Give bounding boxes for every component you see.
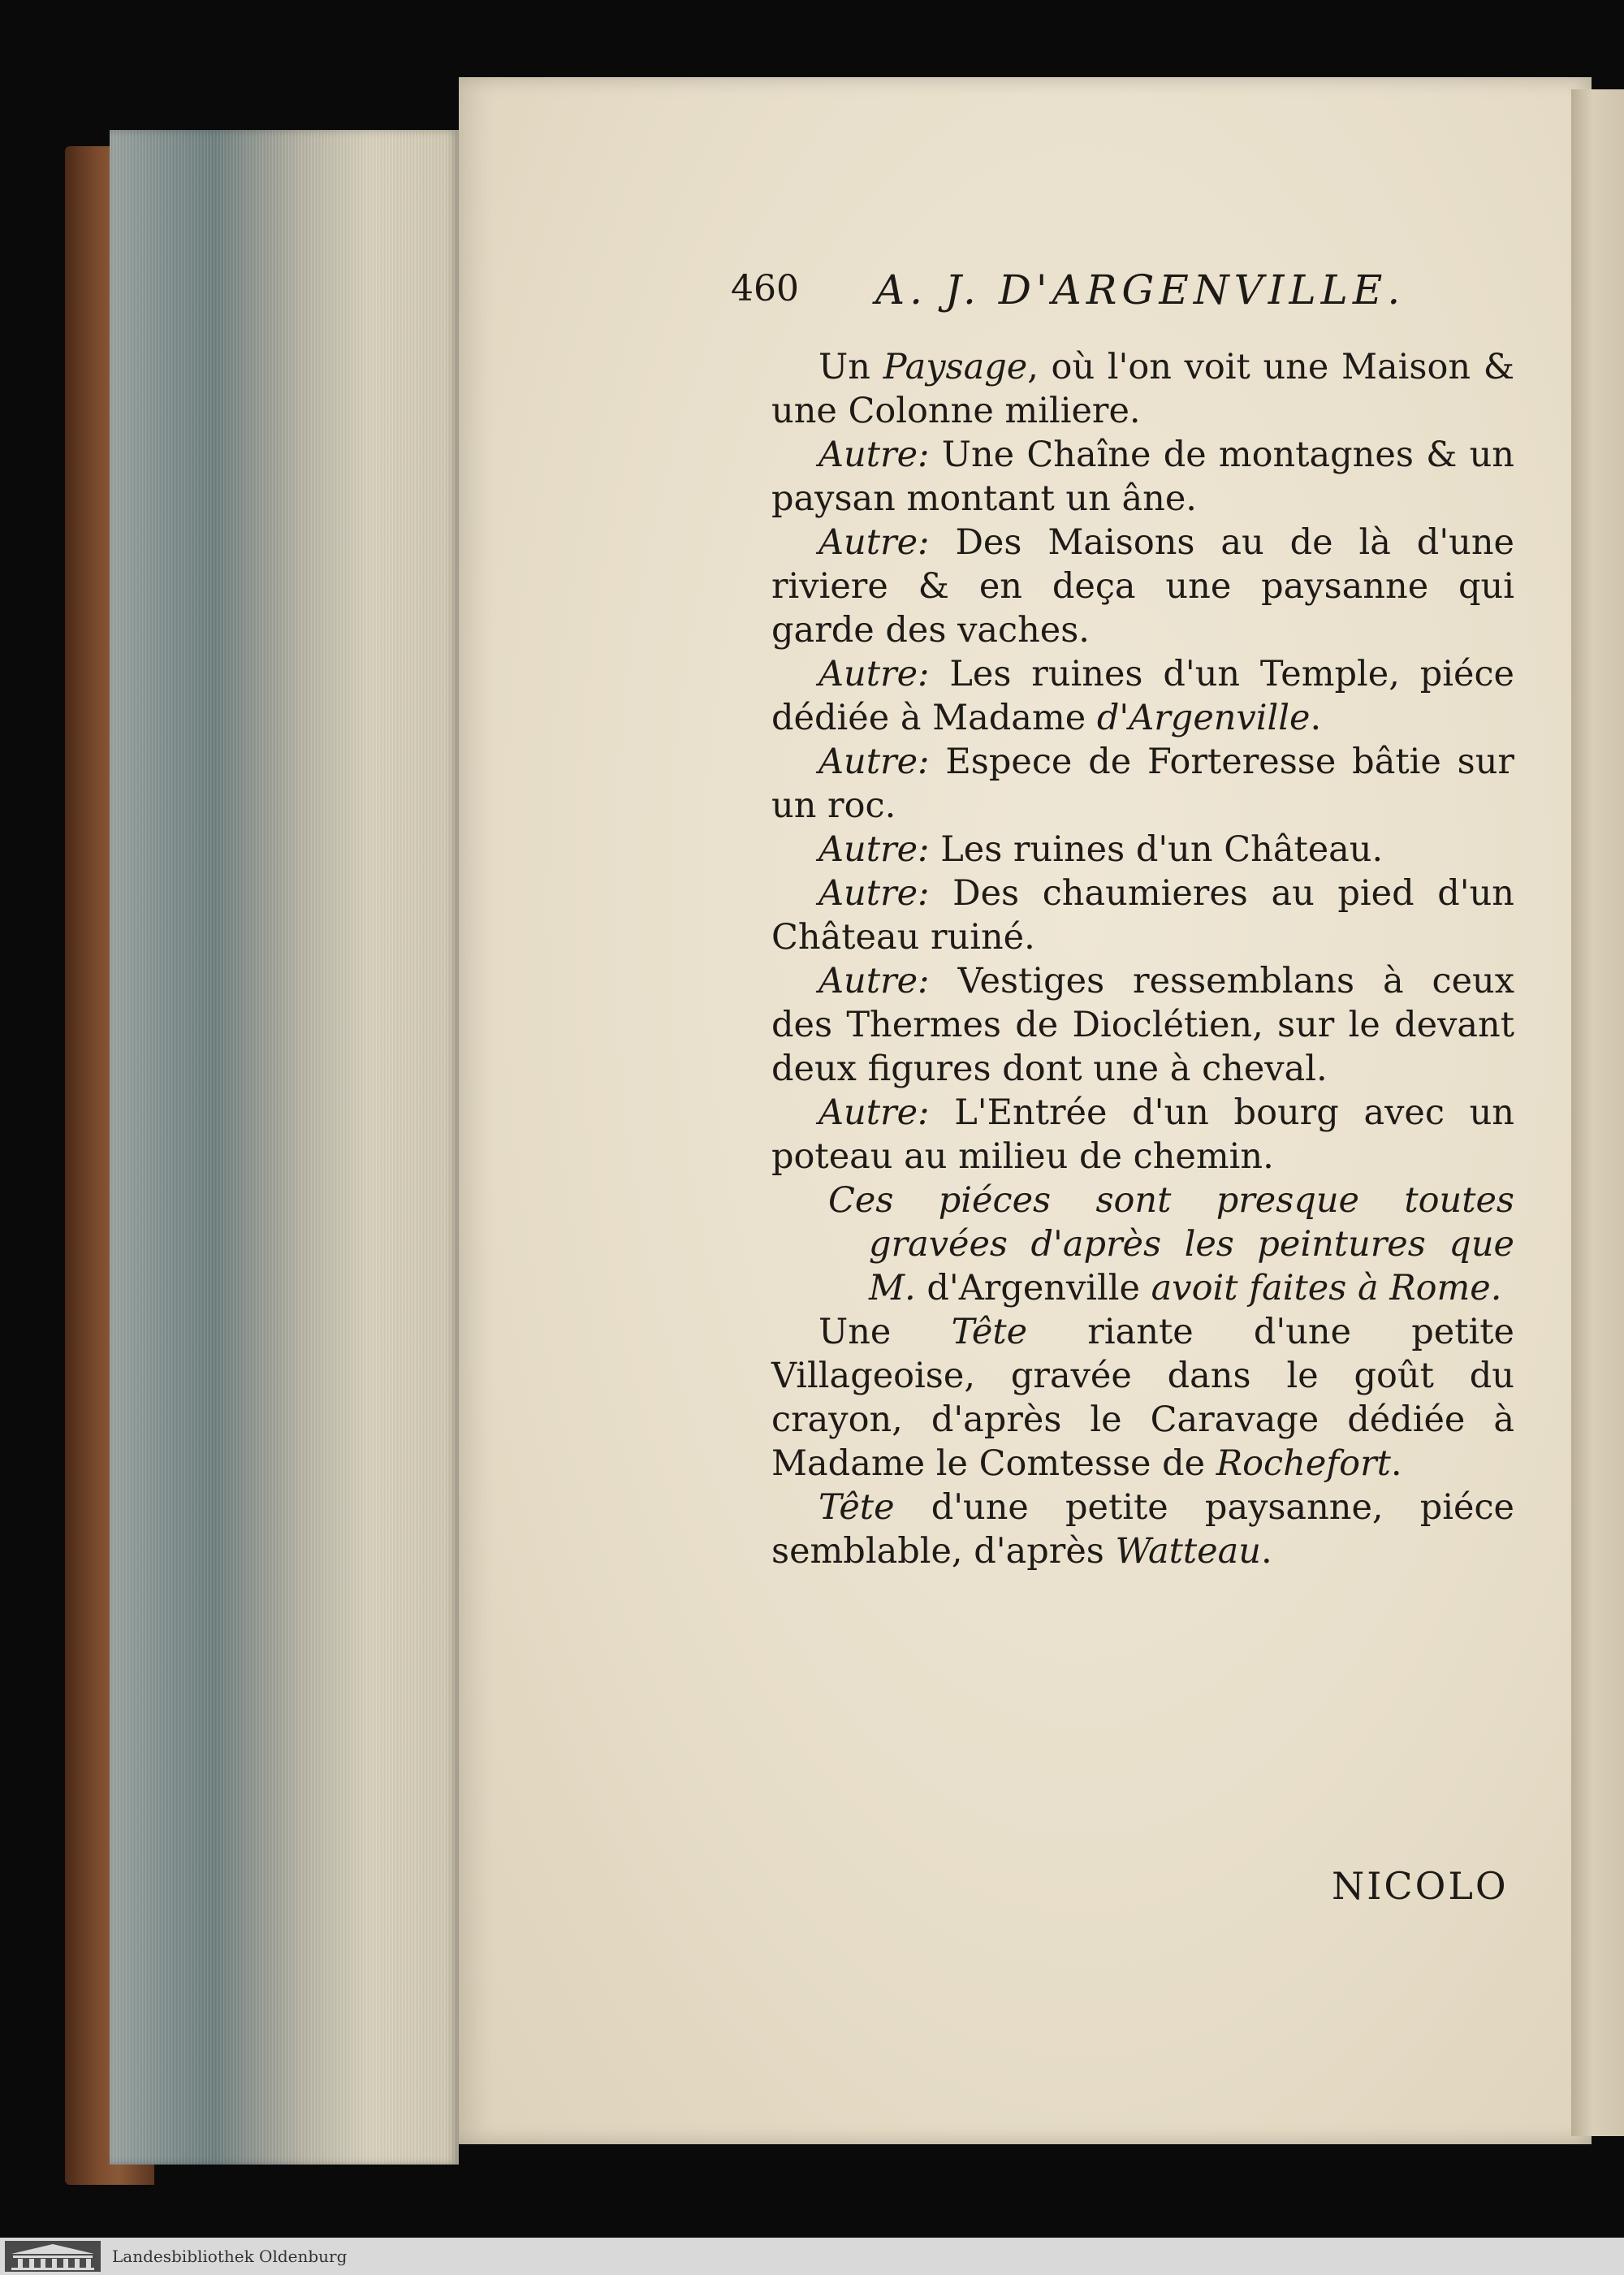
entry-ital: Autre: (818, 742, 930, 782)
entry-text: , où l'on voit une Maison & une Colonne miliere. (771, 347, 1514, 431)
entry-ital: Autre: (818, 522, 930, 563)
note-italic: Ces piéces sont presque toutes gravées d'après les peintures que M. (828, 1180, 1514, 1308)
page-number: 460 (731, 268, 799, 309)
entry-text: Les ruines d'un Château. (929, 829, 1384, 870)
page-body (771, 345, 1514, 1573)
catalogue-entry (771, 433, 1514, 521)
catchword: NICOLO (1332, 1864, 1509, 1908)
entry-ital2: d'Argenville (1096, 698, 1311, 738)
catalogue-entry (771, 959, 1514, 1091)
catalogue-entry (771, 828, 1514, 872)
entry-text2: . (1260, 1531, 1272, 1572)
library-building-icon (5, 2241, 101, 2272)
note-text: d'Argenville (915, 1268, 1151, 1308)
entry-ital: Autre: (818, 961, 930, 1001)
catalogue-entry (771, 652, 1514, 740)
entry-text: Vestiges ressemblans à ceux des Thermes de Dioclétien, sur le devant deux figures dont une à cheval. (771, 961, 1514, 1089)
entry-text: L'Entrée d'un bourg avec un poteau au milieu de chemin. (771, 1092, 1514, 1177)
catalogue-entry (771, 345, 1514, 433)
entry-text: Des chaumieres au pied d'un Château ruiné. (771, 873, 1514, 958)
page-edges (110, 130, 459, 2165)
entry-text2: . (1310, 698, 1322, 738)
library-footer-bar (0, 2238, 1624, 2275)
entry-ital: Autre: (818, 435, 930, 475)
entry-lead: Un (818, 347, 883, 387)
catalogue-entry (771, 1310, 1514, 1486)
entry-text: Les ruines d'un Temple, piéce dédiée à Madame (771, 654, 1514, 738)
entry-text2: . (1390, 1443, 1402, 1484)
editor-note (771, 1179, 1514, 1310)
catalogue-entry (771, 1091, 1514, 1179)
entry-text: Espece de Forteresse bâtie sur un roc. (771, 742, 1514, 826)
entry-ital: Tête (951, 1312, 1028, 1352)
facing-page-edge (1571, 89, 1624, 2136)
entry-ital2: Watteau (1115, 1531, 1261, 1572)
entry-ital: Autre: (818, 829, 930, 870)
entry-ital: Autre: (818, 873, 930, 914)
entry-ital: Paysage (883, 347, 1028, 387)
entry-ital2: Rochefort (1216, 1443, 1391, 1484)
entries-list-2 (771, 1310, 1514, 1573)
running-head: A. J. D'ARGENVILLE. (875, 266, 1406, 314)
catalogue-entry (771, 1486, 1514, 1573)
catalogue-entry (771, 521, 1514, 652)
catalogue-entry (771, 872, 1514, 959)
entry-text: Des Maisons au de là d'une riviere & en deça une paysanne qui garde des vaches. (771, 522, 1514, 651)
library-name: Landesbibliothek Oldenburg (112, 2247, 348, 2266)
entry-text: d'une petite paysanne, piéce semblable, d'après (771, 1487, 1514, 1572)
entry-text: Une Chaîne de montagnes & un paysan montant un âne. (771, 435, 1514, 519)
entry-lead: Une (818, 1312, 952, 1352)
entry-ital: Autre: (818, 1092, 930, 1133)
entries-list (771, 345, 1514, 1179)
entry-ital: Autre: (818, 654, 930, 694)
entry-text: riante d'une petite Villageoise, gravée dans le goût du crayon, d'après le Caravage dédiée à Madame le Comtesse de (771, 1312, 1514, 1484)
entry-ital: Tête (818, 1487, 895, 1528)
note-italic-end: avoit faites à Rome. (1151, 1268, 1502, 1308)
catalogue-entry (771, 740, 1514, 828)
